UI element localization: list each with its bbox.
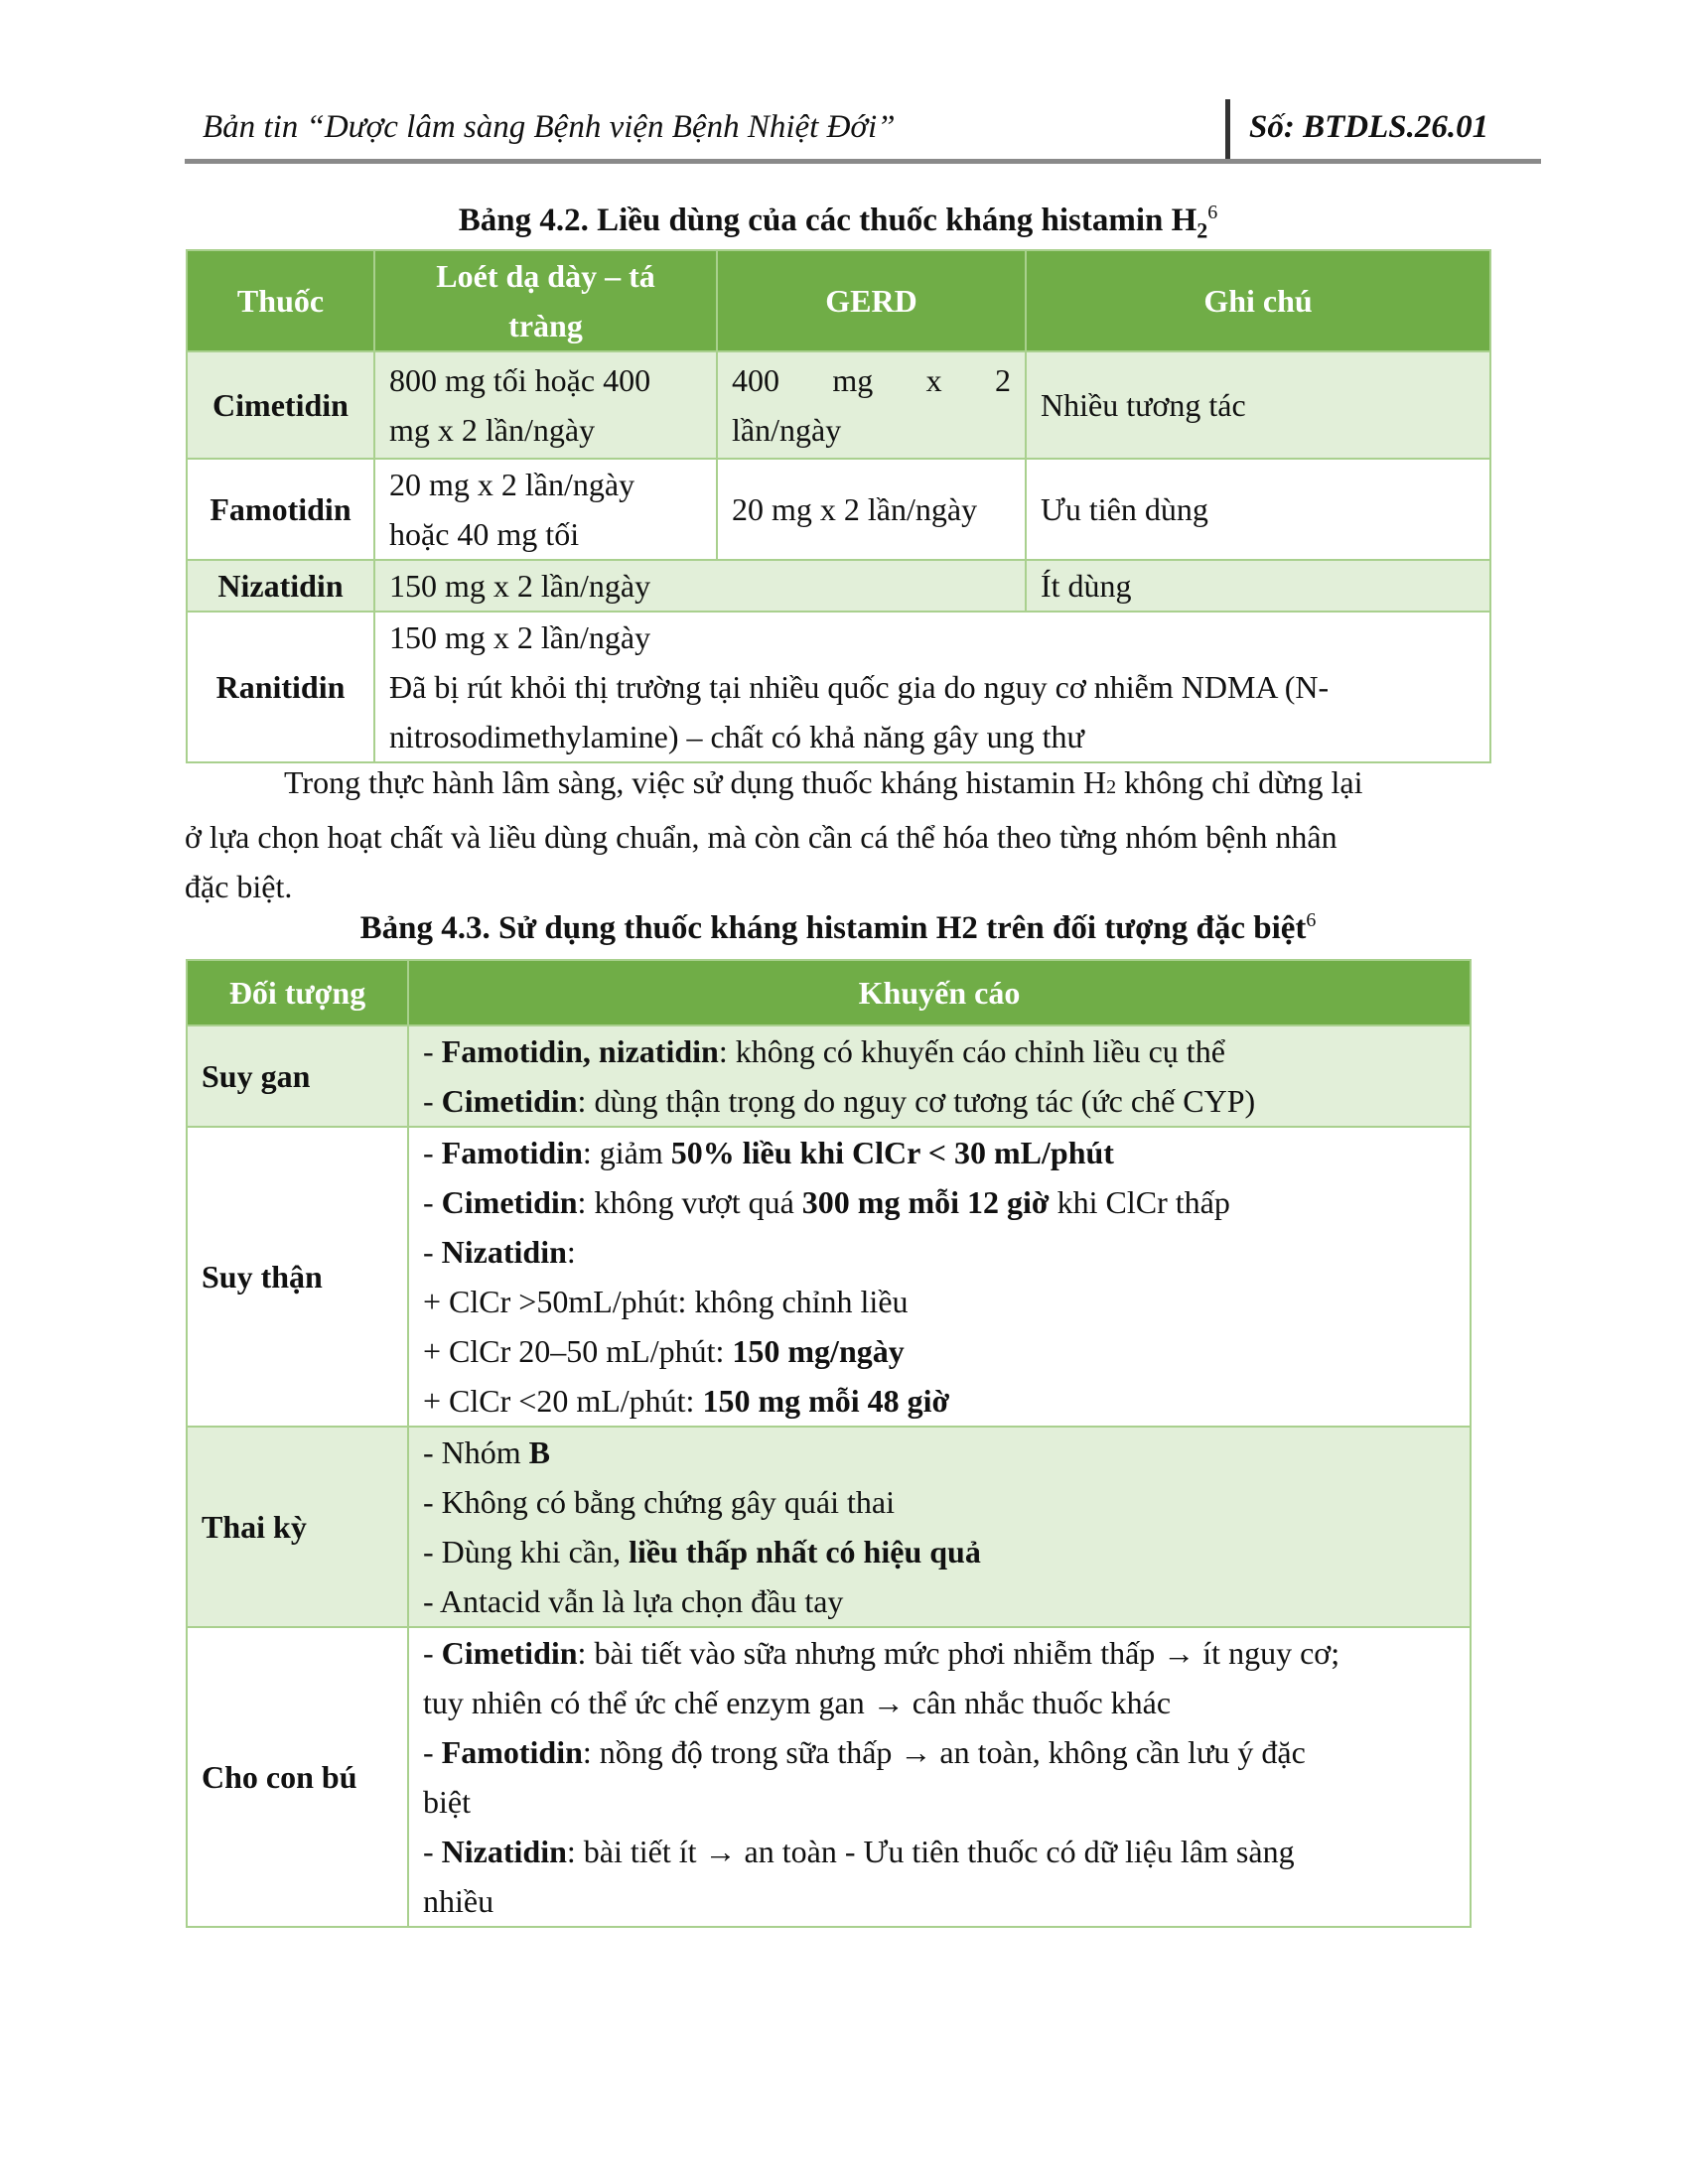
body-paragraph: Trong thực hành lâm sàng, việc sử dụng thuốc kháng histamin H2 không chỉ dừng lại ở lựa chọn hoạt chất và liều dùng chuẩn, mà còn cần cá thể hóa theo từng nhóm bệnh nhân đặc biệt. <box>185 764 1363 904</box>
header-rule <box>185 159 1541 164</box>
special-populations-table <box>186 959 1472 1928</box>
table-row <box>187 1127 1471 1427</box>
drug-note: Nhiều tương tác <box>1026 351 1490 459</box>
dose: 150 mg x 2 lần/ngày <box>374 560 1026 612</box>
drug-note: Ít dùng <box>1026 560 1490 612</box>
ulcer-dose: 800 mg tối hoặc 400 mg x 2 lần/ngày <box>374 351 717 459</box>
gerd-dose: 400 mg x 2 lần/ngày <box>717 351 1026 459</box>
table-row <box>187 612 1490 762</box>
table-row <box>187 459 1490 560</box>
drug-name: Cimetidin <box>187 351 374 459</box>
header-gerd: GERD <box>717 250 1026 351</box>
ulcer-dose: 20 mg x 2 lần/ngày hoặc 40 mg tối <box>374 459 717 560</box>
header-ulcer: Loét dạ dày – tá tràng <box>374 250 717 351</box>
header-recommendation: Khuyến cáo <box>408 960 1471 1025</box>
drug-name: Famotidin <box>187 459 374 560</box>
drug-name: Nizatidin <box>187 560 374 612</box>
drug-note: Ưu tiên dùng <box>1026 459 1490 560</box>
h2-dosage-table <box>186 249 1491 763</box>
bulletin-title: Bản tin “Dược lâm sàng Bệnh viện Bệnh Nhiệt Đới” <box>203 109 896 145</box>
table-row <box>187 1025 1471 1127</box>
table-row <box>187 351 1490 459</box>
table2-caption: Bảng 4.3. Sử dụng thuốc kháng histamin H2 trên đối tượng đặc biệt$^6$ <box>359 909 1317 946</box>
table-row <box>187 1427 1471 1627</box>
group-name: Suy gan <box>187 1025 408 1127</box>
recommendation: - Famotidin, nizatidin: không có khuyến cáo chỉnh liều cụ thể - Cimetidin: dùng thận trọng do nguy cơ tương tác (ức chế CYP) <box>408 1025 1471 1127</box>
table-row <box>187 560 1490 612</box>
recommendation: - Cimetidin: bài tiết vào sữa nhưng mức phơi nhiễm thấp → ít nguy cơ; tuy nhiên có thể ức chế enzym gan → cân nhắc thuốc khác - Famotidin: nồng độ trong sữa thấp → an toàn, không cần lưu ý đặc biệt - Nizatidin: bài tiết ít → an toàn - Ưu tiên thuốc có dữ liệu lâm sàng nhiều <box>408 1627 1471 1927</box>
group-name: Cho con bú <box>187 1627 408 1927</box>
header-note: Ghi chú <box>1026 250 1490 351</box>
drug-name: Ranitidin <box>187 612 374 762</box>
group-name: Thai kỳ <box>187 1427 408 1627</box>
issue-number: Số: BTDLS.26.01 <box>1249 109 1489 145</box>
header-group: Đối tượng <box>187 960 408 1025</box>
ranitidin-details: 150 mg x 2 lần/ngày Đã bị rút khỏi thị trường tại nhiều quốc gia do nguy cơ nhiễm NDMA (N- nitrosodimethylamine) – chất có khả năng gây ung thư <box>374 612 1490 762</box>
group-name: Suy thận <box>187 1127 408 1427</box>
recommendation: - Nhóm B - Không có bằng chứng gây quái thai - Dùng khi cần, liều thấp nhất có hiệu quả - Antacid vẫn là lựa chọn đầu tay <box>408 1427 1471 1627</box>
table-row <box>187 1627 1471 1927</box>
recommendation: - Famotidin: giảm 50% liều khi ClCr < 30 mL/phút - Cimetidin: không vượt quá 300 mg mỗi 12 giờ khi ClCr thấp - Nizatidin: + ClCr >50mL/phút: không chỉnh liều + ClCr 20–50 mL/phút: 150 mg/ngày + ClCr <20 mL/phút: 150 mg mỗi 48 giờ <box>408 1127 1471 1427</box>
header-divider <box>1225 99 1230 161</box>
page-header <box>185 99 1541 157</box>
gerd-dose: 20 mg x 2 lần/ngày <box>717 459 1026 560</box>
header-drug: Thuốc <box>187 250 374 351</box>
table1-caption: Bảng 4.2. Liều dùng của các thuốc kháng histamin $H_2^6$ <box>458 202 1218 243</box>
